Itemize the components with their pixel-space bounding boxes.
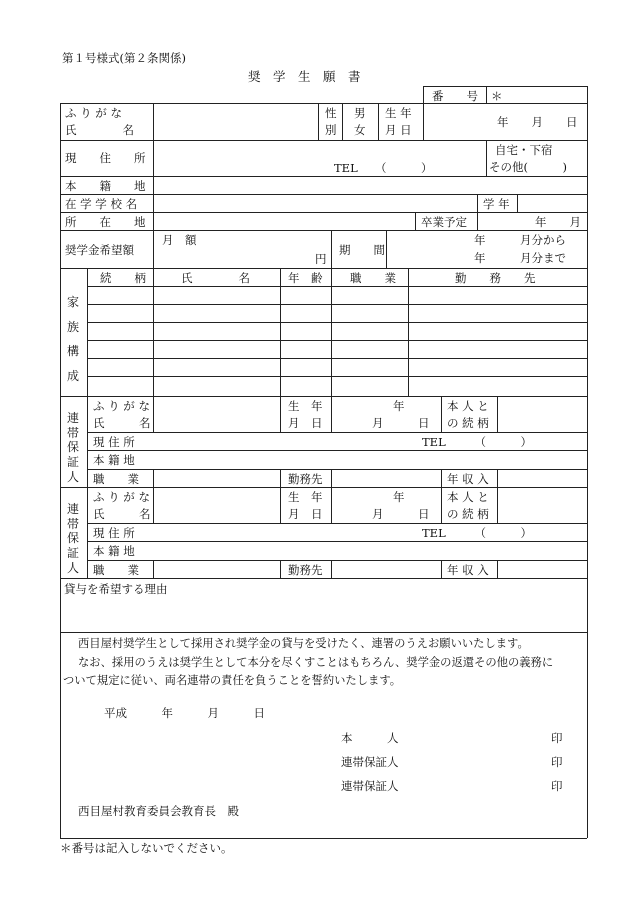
yen-label: 円 — [315, 252, 327, 266]
table-rule — [60, 212, 587, 213]
school-label: 在 学 学 校 名 — [65, 197, 138, 211]
guarantor1-sign-label: 連帯保証人 — [341, 755, 399, 769]
g1-domicile-label: 本 籍 地 — [93, 453, 135, 467]
birth-label-a: 生 年 — [385, 106, 412, 120]
table-rule — [441, 487, 442, 523]
period-from-field[interactable]: 年 月分から — [474, 233, 566, 247]
g2-domicile-label: 本 籍 地 — [93, 544, 135, 558]
table-rule — [342, 103, 343, 140]
furigana-label: ふ り が な — [65, 106, 122, 120]
g2-domicile-field[interactable] — [156, 543, 584, 558]
table-rule — [153, 560, 154, 578]
g1-furigana-label: ふ り が な — [93, 399, 150, 413]
table-rule — [280, 487, 281, 523]
family-table-rows[interactable] — [89, 288, 585, 394]
grade-label: 学 年 — [483, 197, 510, 211]
sex-label-a: 性 — [325, 106, 337, 120]
family-header-age: 年 齢 — [288, 271, 323, 285]
g2-birth-label-a: 生 年 — [288, 490, 323, 504]
table-rule — [331, 230, 332, 268]
table-rule — [60, 838, 587, 839]
g2-address-label: 現 住 所 — [93, 526, 135, 540]
applicant-name-field[interactable] — [156, 106, 316, 138]
table-rule — [423, 86, 424, 103]
table-rule — [331, 560, 332, 578]
family-header-workplace: 勤 務 先 — [455, 271, 536, 285]
g1-job-field[interactable] — [156, 471, 278, 486]
g1-address-label: 現 住 所 — [93, 435, 135, 449]
family-header-job: 職 業 — [350, 271, 396, 285]
table-rule — [60, 140, 587, 141]
table-rule — [378, 103, 379, 140]
g2-furigana-label: ふ り が な — [93, 490, 150, 504]
table-rule — [441, 469, 442, 487]
school-address-label: 所 在 地 — [65, 215, 146, 229]
name-label: 氏 名 — [65, 123, 134, 137]
tel-label: TEL （ ） — [334, 161, 433, 175]
table-rule — [486, 140, 487, 176]
table-rule — [386, 230, 387, 268]
school-field[interactable] — [156, 196, 474, 211]
table-rule — [280, 469, 281, 487]
pledge-line-2: なお、採用のうえは奨学生として本分を尽くすことはもちろん、奨学金の返還その他の義務に — [78, 656, 554, 669]
table-rule — [87, 396, 88, 487]
table-rule — [486, 86, 487, 103]
birth-date-field[interactable]: 年 月 日 — [497, 115, 578, 129]
g2-name-field[interactable] — [156, 489, 278, 521]
g2-income-label: 年 収 入 — [447, 563, 489, 577]
table-rule — [60, 230, 587, 231]
school-address-field[interactable] — [156, 214, 412, 229]
table-rule — [280, 560, 281, 578]
guarantor2-seal: 印 — [551, 779, 563, 793]
guarantor2-sign-label: 連帯保証人 — [341, 779, 399, 793]
addressee: 西目屋村教育委員会教育長 殿 — [78, 804, 239, 818]
reason-label: 貸与を希望する理由 — [64, 582, 168, 596]
table-rule — [87, 450, 587, 451]
amount-label: 奨学金希望額 — [65, 243, 134, 257]
table-rule — [87, 560, 587, 561]
address-field[interactable] — [156, 142, 484, 174]
g2-workplace-label: 勤務先 — [288, 563, 323, 577]
table-rule — [60, 103, 587, 104]
guarantor2-sign-field[interactable] — [405, 778, 545, 794]
domicile-label: 本 籍 地 — [65, 179, 146, 193]
table-rule — [331, 487, 332, 523]
g2-birth-year[interactable]: 年 — [393, 490, 405, 504]
monthly-label: 月 額 — [162, 233, 197, 247]
address-label: 現 住 所 — [65, 151, 146, 165]
g2-birth-monthday[interactable]: 月 日 — [372, 507, 430, 521]
g1-income-field[interactable] — [500, 471, 584, 486]
form-number: 第１号様式(第２条関係) — [62, 51, 186, 65]
pledge-line-1: 西目屋村奨学生として採用され奨学金の貸与を受けたく、連署のうえお願いいたします。 — [78, 637, 529, 650]
table-rule — [87, 432, 587, 433]
table-rule — [60, 396, 587, 397]
graduation-label: 卒業予定 — [421, 215, 467, 229]
table-rule — [497, 396, 498, 432]
pledge-line-3: ついて規定に従い、両名連帯の責任を負うことを誓約いたします。 — [63, 674, 402, 687]
principal-label: 本 人 — [341, 731, 399, 745]
table-rule — [153, 487, 154, 523]
table-rule — [423, 103, 424, 140]
table-rule — [87, 541, 587, 542]
page-title: 奨 学 生 願 書 — [248, 69, 361, 84]
g1-income-label: 年 収 入 — [447, 472, 489, 486]
table-rule — [423, 86, 587, 87]
g1-job-label: 職 業 — [93, 472, 139, 486]
period-to-field[interactable]: 年 月分まで — [474, 251, 566, 265]
guarantor1-label: 連帯保証人 — [66, 411, 79, 484]
g1-relation-label-b: の 続 柄 — [447, 416, 489, 430]
table-rule — [497, 560, 498, 578]
table-rule — [331, 469, 332, 487]
g1-relation-label-a: 本 人 と — [447, 399, 489, 413]
family-header-name: 氏 名 — [181, 271, 250, 285]
g1-name-label: 氏 名 — [93, 416, 151, 430]
domicile-field[interactable] — [156, 178, 584, 193]
table-rule — [60, 194, 587, 195]
g1-birth-label-b: 月 日 — [288, 416, 323, 430]
graduation-date-field[interactable]: 年 月 — [535, 215, 581, 229]
residence-option-b[interactable]: その他( ) — [489, 160, 567, 174]
g1-birth-monthday[interactable]: 月 日 — [372, 416, 430, 430]
guarantor1-seal: 印 — [551, 755, 563, 769]
period-label: 期 間 — [339, 243, 385, 257]
g2-relation-label-b: の 続 柄 — [447, 507, 489, 521]
g2-tel-label: TEL （ ） — [422, 526, 532, 540]
table-rule — [517, 194, 518, 212]
principal-sign-field[interactable] — [405, 730, 545, 746]
birth-label-b: 月 日 — [385, 123, 412, 137]
table-rule — [153, 469, 154, 487]
table-rule — [497, 487, 498, 523]
g1-birth-label-a: 生 年 — [288, 399, 323, 413]
table-rule — [60, 578, 587, 579]
table-rule — [587, 103, 588, 838]
table-rule — [87, 487, 88, 578]
reason-field[interactable] — [64, 598, 583, 630]
residence-option-a[interactable]: 自宅・下宿 — [495, 143, 553, 157]
table-rule — [153, 396, 154, 432]
sex-label-b: 別 — [325, 123, 337, 137]
g1-name-field[interactable] — [156, 398, 278, 430]
table-rule — [153, 103, 154, 268]
g1-tel-label: TEL （ ） — [422, 435, 532, 449]
g1-domicile-field[interactable] — [156, 452, 584, 467]
table-rule — [87, 286, 587, 287]
g2-relation-field[interactable] — [500, 489, 584, 521]
family-header-relation: 続 柄 — [100, 271, 146, 285]
g2-job-field[interactable] — [156, 562, 278, 577]
table-rule — [60, 487, 587, 488]
footnote: ＊番号は記入しないでください。 — [60, 841, 233, 855]
g1-birth-year[interactable]: 年 — [393, 399, 405, 413]
number-mark: ＊ — [491, 89, 503, 103]
table-rule — [87, 469, 587, 470]
grade-field[interactable] — [520, 196, 584, 211]
table-rule — [280, 396, 281, 432]
g2-birth-label-b: 月 日 — [288, 507, 323, 521]
female-option[interactable]: 女 — [354, 123, 366, 137]
principal-seal: 印 — [551, 731, 563, 745]
g2-workplace-field[interactable] — [334, 562, 438, 577]
table-rule — [415, 212, 416, 230]
male-option[interactable]: 男 — [354, 106, 366, 120]
table-rule — [60, 632, 587, 633]
table-rule — [497, 469, 498, 487]
table-rule — [60, 176, 587, 177]
g1-workplace-label: 勤務先 — [288, 472, 323, 486]
family-label: 家族構成 — [66, 295, 79, 383]
g2-job-label: 職 業 — [93, 563, 139, 577]
number-field — [505, 88, 583, 102]
pledge-date[interactable]: 平成 年 月 日 — [104, 706, 265, 720]
table-rule — [477, 194, 478, 212]
guarantor1-sign-field[interactable] — [405, 754, 545, 770]
g1-relation-field[interactable] — [500, 398, 584, 430]
g1-workplace-field[interactable] — [334, 471, 438, 486]
g2-relation-label-a: 本 人 と — [447, 490, 489, 504]
g2-name-label: 氏 名 — [93, 507, 151, 521]
table-rule — [441, 396, 442, 432]
table-rule — [60, 103, 61, 838]
table-rule — [87, 523, 587, 524]
table-rule — [318, 103, 319, 140]
table-rule — [587, 86, 588, 103]
g2-income-field[interactable] — [500, 562, 584, 577]
table-rule — [87, 268, 88, 396]
number-label: 番 号 — [432, 89, 478, 103]
guarantor2-label: 連帯保証人 — [66, 502, 79, 575]
table-rule — [60, 268, 587, 269]
table-rule — [477, 212, 478, 230]
table-rule — [331, 396, 332, 432]
table-rule — [441, 560, 442, 578]
